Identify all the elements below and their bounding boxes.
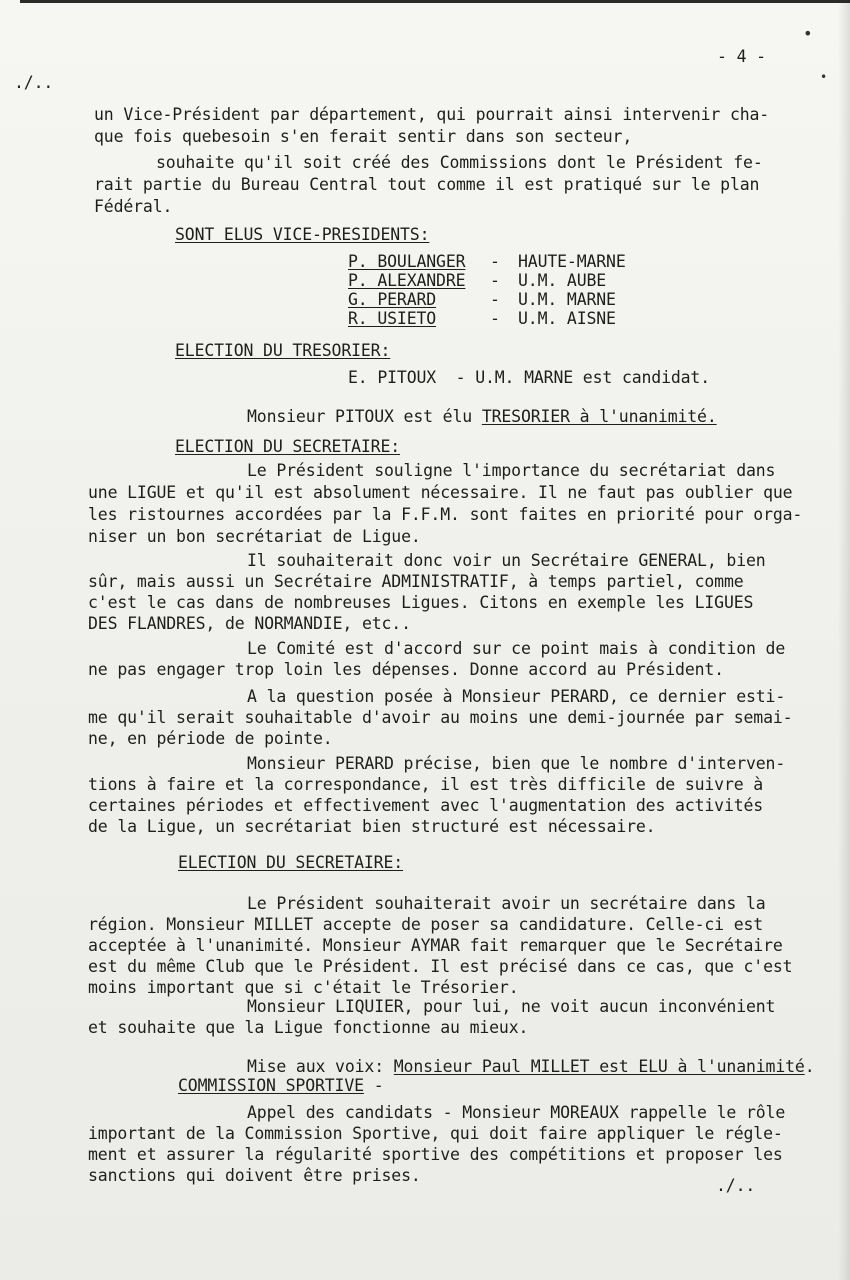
vp-dash: -	[490, 252, 500, 271]
body-line: souhaite qu'il soit créé des Commissions dont le Président fe-	[156, 153, 763, 172]
vp-org: U.M. MARNE	[518, 290, 616, 309]
body-line: Fédéral.	[94, 197, 173, 216]
vp-org: U.M. AUBE	[518, 271, 607, 290]
vp-dash: -	[490, 309, 500, 328]
commission-dash: -	[363, 1076, 384, 1095]
vp-name: P. ALEXANDRE	[348, 271, 466, 290]
vp-org: HAUTE-MARNE	[518, 252, 626, 271]
body-line: est du même Club que le Président. Il est précisé dans ce cas, que c'est	[88, 957, 793, 976]
body-line: ne pas engager trop loin les dépenses. Donne accord au Président.	[88, 660, 724, 679]
treasurer-result-underlined: TRESORIER à l'unanimité.	[481, 407, 717, 426]
body-line: sanctions qui doivent être prises.	[88, 1166, 421, 1185]
vote-result-line	[247, 1056, 814, 1077]
body-line: acceptée à l'unanimité. Monsieur AYMAR fait remarquer que le Secrétaire	[88, 936, 783, 955]
treasurer-candidate: E. PITOUX - U.M. MARNE est candidat.	[348, 368, 711, 387]
body-line: Appel des candidats - Monsieur MOREAUX rappelle le rôle	[247, 1103, 786, 1122]
body-line: c'est le cas dans de nombreuses Ligues. Citons en exemple les LIGUES	[88, 593, 754, 612]
body-line: Monsieur LIQUIER, pour lui, ne voit aucun inconvénient	[247, 997, 776, 1016]
body-line: Le Président souligne l'importance du secrétariat dans	[247, 461, 776, 480]
ink-speck: •	[820, 70, 828, 84]
body-line: ne, en période de pointe.	[88, 729, 333, 748]
vote-end: .	[804, 1057, 815, 1076]
body-line: niser un bon secrétariat de Ligue.	[88, 527, 421, 546]
vote-result: Monsieur Paul MILLET est ELU à l'unanimité	[393, 1057, 805, 1076]
vp-name: R. USIETO	[348, 309, 437, 328]
vp-dash: -	[490, 290, 500, 309]
commission-heading: COMMISSION SPORTIVE	[178, 1076, 364, 1095]
body-line: que fois quebesoin s'en ferait sentir dans son secteur,	[94, 127, 633, 146]
page-right-shadow	[838, 0, 850, 1280]
body-line: A la question posée à Monsieur PERARD, ce dernier esti-	[247, 687, 786, 706]
body-line: un Vice-Président par département, qui pourrait ainsi intervenir cha-	[94, 105, 770, 124]
body-line: et souhaite que la Ligue fonctionne au mieux.	[88, 1018, 529, 1037]
body-line: les ristournes accordées par la F.F.M. sont faites en priorité pour orga-	[88, 505, 803, 524]
body-line: Monsieur PERARD précise, bien que le nombre d'interven-	[247, 754, 786, 773]
page-top-edge	[20, 0, 850, 3]
body-line: Le Comité est d'accord sur ce point mais à condition de	[247, 639, 786, 658]
page-number: - 4 -	[717, 47, 766, 66]
secretary-heading: ELECTION DU SECRETAIRE:	[175, 437, 401, 456]
vp-name: P. BOULANGER	[348, 252, 466, 271]
treasurer-heading: ELECTION DU TRESORIER:	[175, 341, 391, 360]
body-line: me qu'il serait souhaitable d'avoir au moins une demi-journée par semai-	[88, 708, 793, 727]
body-line: sûr, mais aussi un Secrétaire ADMINISTRATIF, à temps partiel, comme	[88, 572, 744, 591]
vp-name: G. PERARD	[348, 290, 437, 309]
body-line: important de la Commission Sportive, qui doit faire appliquer le régle-	[88, 1124, 783, 1143]
ink-speck: •	[803, 24, 813, 43]
body-line: de la Ligue, un secrétariat bien structuré est nécessaire.	[88, 817, 656, 836]
vote-prefix: Mise aux voix:	[247, 1057, 394, 1076]
body-line: Il souhaiterait donc voir un Secrétaire GENERAL, bien	[247, 551, 766, 570]
body-line: rait partie du Bureau Central tout comme il est pratiqué sur le plan	[94, 175, 760, 194]
body-line: certaines périodes et effectivement avec l'augmentation des activités	[88, 796, 764, 815]
treasurer-result-text: Monsieur PITOUX est élu	[247, 407, 482, 426]
treasurer-result	[247, 406, 717, 427]
body-line: tions à faire et la correspondance, il est très difficile de suivre à	[88, 775, 764, 794]
commission-heading-line	[178, 1075, 383, 1096]
body-line: Le Président souhaiterait avoir un secrétaire dans la	[247, 894, 766, 913]
continuation-mark-bottom: ./..	[716, 1176, 756, 1195]
body-line: ment et assurer la régularité sportive des compétitions et proposer les	[88, 1145, 783, 1164]
body-line: DES FLANDRES, de NORMANDIE, etc..	[88, 614, 411, 633]
body-line: une LIGUE et qu'il est absolument nécessaire. Il ne faut pas oublier que	[88, 483, 793, 502]
continuation-mark-top: ./..	[14, 73, 54, 92]
vp-dash: -	[490, 271, 500, 290]
vice-presidents-heading: SONT ELUS VICE-PRESIDENTS:	[175, 225, 430, 244]
body-line: moins important que si c'était le Trésorier.	[88, 978, 519, 997]
vp-org: U.M. AISNE	[518, 309, 616, 328]
secretary-heading: ELECTION DU SECRETAIRE:	[178, 853, 404, 872]
body-line: région. Monsieur MILLET accepte de poser sa candidature. Celle-ci est	[88, 915, 764, 934]
